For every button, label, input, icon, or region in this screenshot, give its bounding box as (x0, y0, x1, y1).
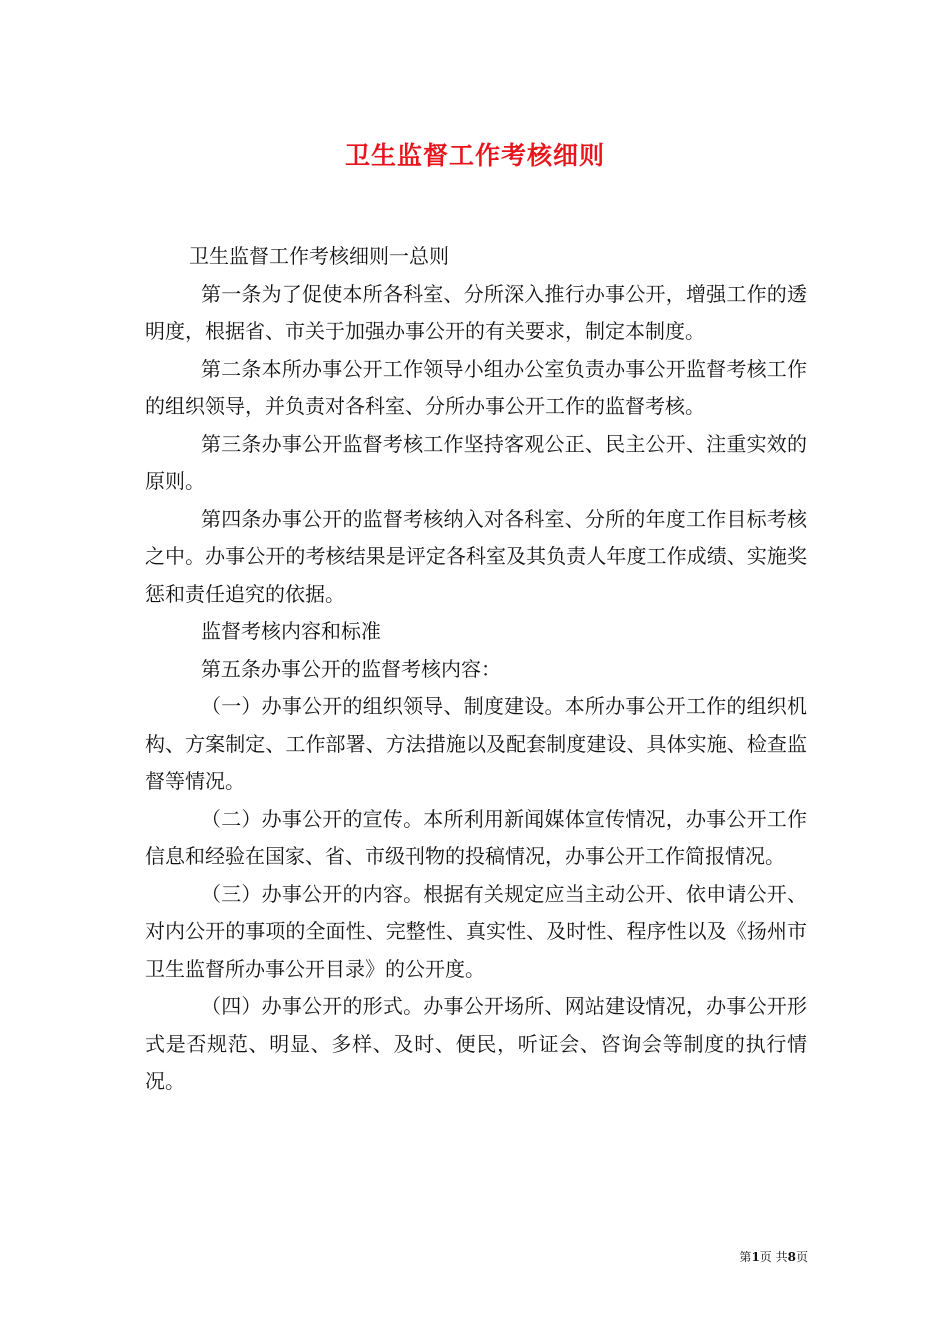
document-body (145, 238, 807, 1101)
footer-suffix: 页 (795, 1250, 808, 1264)
section-heading-general: 卫生监督工作考核细则一总则 (189, 244, 449, 268)
article-5: 第五条办事公开的监督考核内容： (201, 656, 501, 681)
section-heading-content: 监督考核内容和标准 (201, 619, 381, 643)
article-3: 第三条办事公开监督考核工作坚持客观公正、民主公开、注重实效的原则。 (145, 431, 807, 493)
footer-prefix: 第 (739, 1250, 752, 1264)
item-3: （三）办事公开的内容。根据有关规定应当主动公开、依申请公开、对内公开的事项的全面性、完整性、真实性、及时性、程序性以及《扬州市卫生监督所办事公开目录》的公开度。 (145, 881, 807, 981)
footer-total-pages: 8 (787, 1250, 796, 1264)
document-title: 卫生监督工作考核细则 (344, 141, 605, 170)
article-2: 第二条本所办事公开工作领导小组办公室负责办事公开监督考核工作的组织领导，并负责对各科室、分所办事公开工作的监督考核。 (145, 356, 807, 418)
page-footer (0, 1248, 808, 1265)
article-1: 第一条为了促使本所各科室、分所深入推行办事公开，增强工作的透明度，根据省、市关于加强办事公开的有关要求，制定本制度。 (145, 281, 807, 343)
item-4: （四）办事公开的形式。办事公开场所、网站建设情况，办事公开形式是否规范、明显、多样、及时、便民，听证会、咨询会等制度的执行情况。 (145, 994, 807, 1093)
footer-page-number: 1 (751, 1250, 760, 1264)
footer-middle: 页 共 (759, 1250, 788, 1264)
article-4: 第四条办事公开的监督考核纳入对各科室、分所的年度工作目标考核之中。办事公开的考核结果是评定各科室及其负责人年度工作成绩、实施奖惩和责任追究的依据。 (145, 506, 807, 606)
item-1: （一）办事公开的组织领导、制度建设。本所办事公开工作的组织机构、方案制定、工作部署、方法措施以及配套制度建设、具体实施、检查监督等情况。 (145, 694, 807, 793)
item-2: （二）办事公开的宣传。本所利用新闻媒体宣传情况，办事公开工作信息和经验在国家、省、市级刊物的投稿情况，办事公开工作简报情况。 (145, 806, 807, 868)
